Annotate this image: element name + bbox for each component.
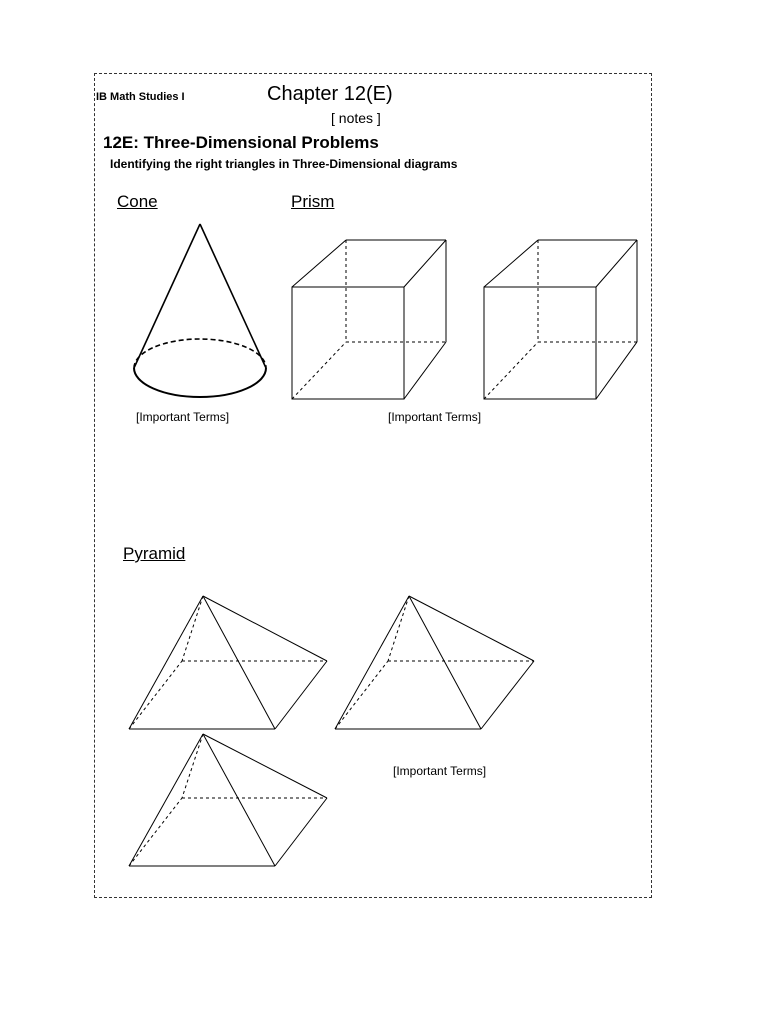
pyramid-figure-1 — [129, 596, 327, 729]
cone-figure — [134, 224, 266, 397]
prism-important-terms: [Important Terms] — [388, 410, 482, 424]
prism-figure-1 — [292, 240, 446, 399]
notes-tag: [ notes ] — [331, 110, 381, 126]
section-title: 12E: Three-Dimensional Problems — [103, 133, 379, 152]
course-name: IB Math Studies I — [96, 91, 185, 103]
section-subtitle: Identifying the right triangles in Three-Dimensional diagrams — [110, 157, 458, 171]
prism-label: Prism — [291, 192, 335, 211]
pyramid-label: Pyramid — [123, 544, 186, 563]
pyramid-figure-3 — [129, 734, 327, 866]
pyramid-important-terms: [Important Terms] — [393, 764, 487, 778]
pyramid-figure-2 — [335, 596, 534, 729]
prism-figure-2 — [484, 240, 637, 399]
cone-important-terms: [Important Terms] — [136, 410, 230, 424]
chapter-title: Chapter 12(E) — [267, 83, 393, 105]
cone-label: Cone — [117, 192, 158, 211]
